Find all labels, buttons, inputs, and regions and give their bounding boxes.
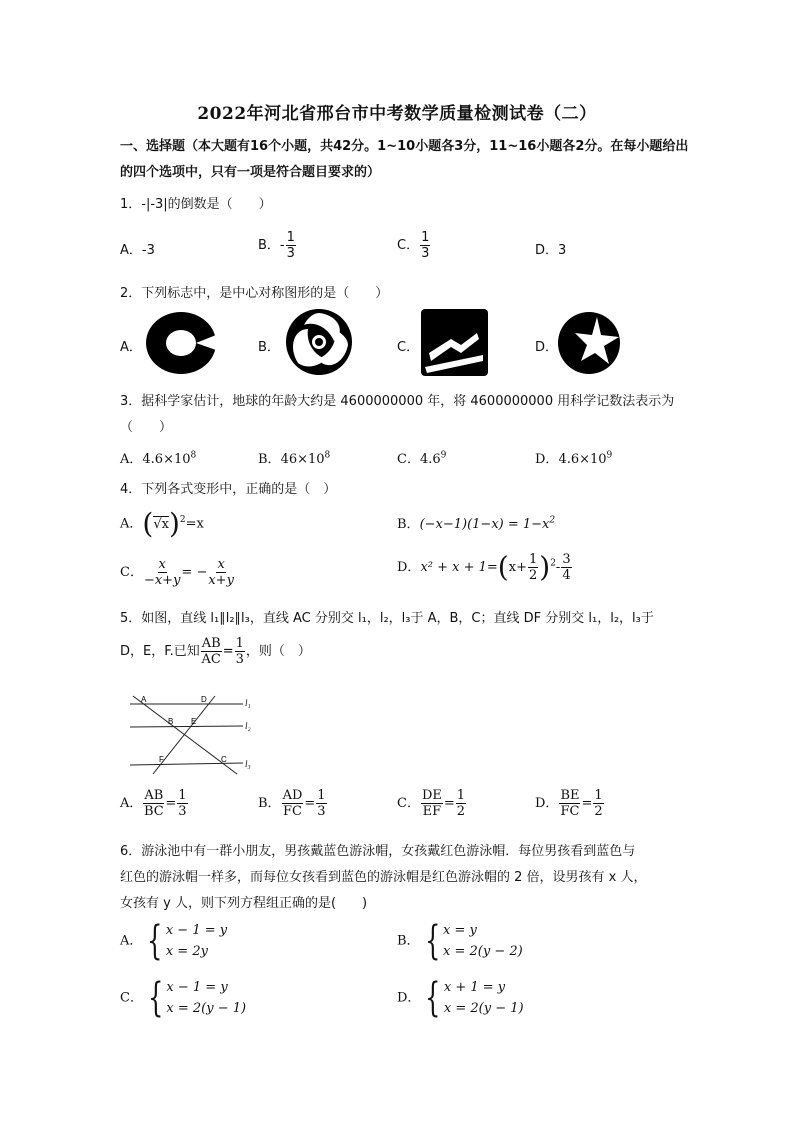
ring-logo-icon [144,310,218,376]
question-1-stem: 1．-|-3|的倒数是（ ） [120,197,272,212]
question-5-stem: 5．如图，直线 l₁∥l₂∥l₃，直线 AC 分别交 l₁，l₂，l₃于 A，B，C；直线 DF 分别交 l₁，l₂，l₃于 [120,611,654,626]
figure-label-b: B [168,717,174,726]
swirl-logo-icon [284,307,354,377]
q4-option-b: B．$(-x-1)(1-x) = 1-x^2$ [397,515,556,532]
q5-option-d: D． $\frac{BE}{FC}$ = $\frac{1}{2}$ [535,788,603,819]
figure-label-l3: l₃ [245,759,251,769]
q4-option-d: D．x² + x + 1=(x+ $\frac{1}{2}$ )$^2$- $\frac{3}{4}$ [397,550,571,584]
q4-option-c: C． $\frac{x}{-x+y}$ = − $\frac{x}{x+y}$ [120,557,234,588]
q6-option-a: A． { x − 1 = y x = 2y [120,918,228,964]
q6-option-b: B． { x = y x = 2(y − 2) [397,918,523,964]
q3-option-b: B．$46\times 10^8$ [258,450,331,467]
q5-option-a: A． $\frac{AB}{BC}$ = $\frac{1}{3}$ [120,788,187,819]
z-logo-icon [421,309,488,376]
q2-option-c-label: C． [397,340,420,355]
figure-label-l1: l₁ [245,698,251,708]
figure-label-c: C [221,755,227,764]
page-title: 2022年河北省邢台市中考数学质量检测试卷（二） [197,104,597,124]
q6-option-d: D． { x + 1 = y x = 2(y − 1) [397,975,524,1021]
q1-option-c: C． $\frac{1}{3}$ [397,230,430,261]
star-logo-icon [557,311,621,375]
question-5-stem-cont: D，E，F.已知 $\frac{AB}{AC}$ = $\frac{1}{3}$ ，则（ ） [120,636,311,667]
question-6-line-1: 6．游泳池中有一群小朋友，男孩戴蓝色游泳帽，女孩戴红色游泳帽．每位男孩看到蓝色与 [120,844,636,859]
parallel-lines-figure [125,690,265,780]
question-3-stem: 3．据科学家估计，地球的年龄大约是 4600000000 年，将 4600000000 用科学记数法表示为 [120,394,675,409]
q1-option-a: A．-3 [120,243,155,258]
question-6-line-2: 红色的游泳帽一样多，而每位女孩看到蓝色的游泳帽是红色游泳帽的 2 倍，设男孩有 x 人， [120,870,647,885]
figure-label-e: E [191,717,197,726]
q3-option-c: C．$4.6^9$ [397,450,447,467]
q3-option-a: A．$4.6\times 10^8$ [120,450,197,467]
q2-option-b-label: B． [258,340,280,355]
question-3-stem-cont: （ ） [120,420,173,435]
figure-label-d: D [201,695,207,704]
q5-option-b: B． $\frac{AD}{FC}$ = $\frac{1}{3}$ [258,788,326,819]
q2-option-d-label: D． [535,340,559,355]
section-heading: 一、选择题（本大题有16个小题，共42分。1~10小题各3分，11~16小题各2分。在每小题给出的四个选项中，只有一项是符合题目要求的） [120,139,689,180]
q3-option-d: D．$4.6\times 10^9$ [535,450,613,467]
q1-option-b: B．- $\frac{1}{3}$ [258,230,295,261]
q2-option-a-label: A． [120,340,142,355]
figure-label-l2: l₂ [245,721,251,731]
question-6-line-3: 女孩有 y 人，则下列方程组正确的是( ) [120,896,368,911]
q5-option-c: C． $\frac{DE}{EF}$ = $\frac{1}{2}$ [397,788,466,819]
figure-label-f: F [159,755,164,764]
figure-label-a: A [141,695,147,704]
question-4-stem: 4．下列各式变形中，正确的是（ ） [120,482,337,497]
question-2-stem: 2．下列标志中，是中心对称图形的是（ ） [120,286,389,301]
q1-option-d: D．3 [535,243,567,258]
q6-option-c: C． { x − 1 = y x = 2(y − 1) [120,975,247,1021]
q4-option-a: A．$(√x)^2=x$ [120,507,204,540]
